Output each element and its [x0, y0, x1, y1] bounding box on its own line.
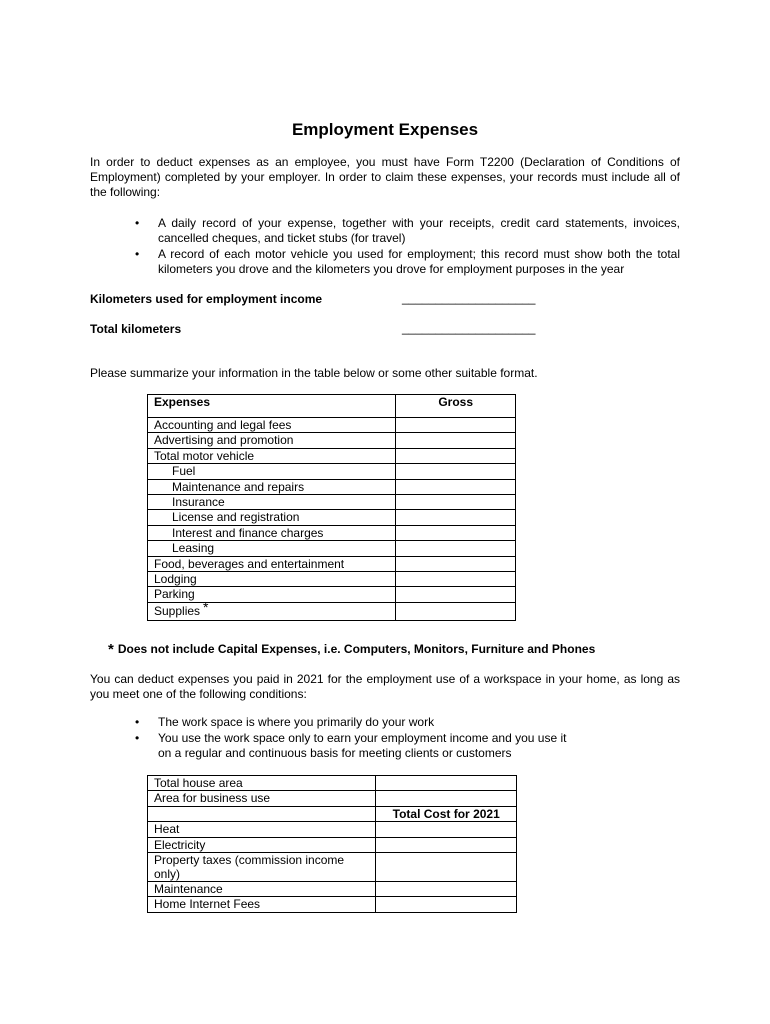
summarize-text: Please summarize your information in the table below or some other suitable format. [90, 366, 538, 380]
supplies-asterisk: * [203, 598, 209, 615]
gross-header: Gross [396, 395, 516, 418]
list-item: • A daily record of your expense, together with your receipts, credit card statements, invoices, cancelled cheques, and ticket stubs (for travel) [135, 216, 680, 245]
gross-cell[interactable] [396, 479, 516, 494]
expenses-header: Expenses [148, 395, 396, 418]
table-row: Fuel [148, 464, 516, 479]
list-item: • The work space is where you primarily do your work [135, 715, 435, 729]
table-row: Area for business use [148, 791, 517, 806]
table-row: Supplies * [148, 602, 516, 620]
gross-cell[interactable] [396, 541, 516, 556]
gross-cell[interactable] [396, 602, 516, 620]
table-row: Maintenance [148, 881, 517, 896]
km-employment-field[interactable]: ____________________ [402, 291, 536, 305]
gross-cell[interactable] [396, 571, 516, 586]
bullet-icon: • [135, 216, 140, 230]
bullet-icon: • [135, 247, 140, 261]
bullet-icon: • [135, 715, 140, 729]
home-office-table [147, 775, 517, 913]
value-cell[interactable] [376, 776, 517, 791]
value-cell[interactable] [376, 822, 517, 837]
table-row: Heat [148, 822, 517, 837]
value-cell[interactable] [376, 881, 517, 896]
table-row: Advertising and promotion [148, 433, 516, 448]
workspace-bullet-list [90, 715, 680, 762]
workspace-paragraph: You can deduct expenses you paid in 2021 for the employment use of a workspace in your home, as long as you meet one of the following conditions: [90, 672, 680, 701]
gross-cell[interactable] [396, 418, 516, 433]
table-row: Leasing [148, 541, 516, 556]
table-header-row [148, 806, 517, 821]
value-cell[interactable] [376, 897, 517, 912]
table-header-row [148, 395, 516, 418]
km-employment-label: Kilometers used for employment income [90, 292, 323, 306]
table-row: Property taxes (commission income only) [148, 852, 517, 881]
bullet-icon: • [135, 731, 140, 745]
value-cell[interactable] [376, 837, 517, 852]
gross-cell[interactable] [396, 448, 516, 463]
table-row: Food, beverages and entertainment [148, 556, 516, 571]
total-cost-header: Total Cost for 2021 [376, 806, 517, 821]
page-title: Employment Expenses [291, 120, 479, 139]
table-row: Total house area [148, 776, 517, 791]
table-row: Home Internet Fees [148, 897, 517, 912]
records-bullet-list [90, 216, 680, 278]
value-cell[interactable] [376, 791, 517, 806]
table-row: Accounting and legal fees [148, 418, 516, 433]
gross-cell[interactable] [396, 464, 516, 479]
table-row: Maintenance and repairs [148, 479, 516, 494]
table-row: Lodging [148, 571, 516, 586]
expenses-table [147, 394, 516, 621]
table-row: Interest and finance charges [148, 525, 516, 540]
total-km-label: Total kilometers [90, 322, 182, 336]
asterisk: * [108, 641, 114, 658]
gross-cell[interactable] [396, 556, 516, 571]
table-row: License and registration [148, 510, 516, 525]
gross-cell[interactable] [396, 587, 516, 602]
table-row: Electricity [148, 837, 517, 852]
intro-paragraph: In order to deduct expenses as an employee, you must have Form T2200 (Declaration of Conditions of Employment) completed by your employer. In order to claim these expenses, your records must include all of the following: [90, 155, 680, 199]
table-row: Total motor vehicle [148, 448, 516, 463]
list-item: • You use the work space only to earn your employment income and you use it on a regular and continuous basis for meeting clients or customers [135, 731, 567, 760]
value-cell[interactable] [376, 852, 517, 881]
table-row: Insurance [148, 494, 516, 509]
gross-cell[interactable] [396, 525, 516, 540]
capital-expenses-note: * Does not include Capital Expenses, i.e. Computers, Monitors, Furniture and Phones [108, 641, 596, 658]
gross-cell[interactable] [396, 494, 516, 509]
gross-cell[interactable] [396, 510, 516, 525]
list-item: • A record of each motor vehicle you used for employment; this record must show both the total kilometers you drove and the kilometers you drove for employment purposes in the year [135, 247, 680, 276]
total-km-field[interactable]: ____________________ [402, 321, 536, 335]
table-row: Parking [148, 587, 516, 602]
gross-cell[interactable] [396, 433, 516, 448]
